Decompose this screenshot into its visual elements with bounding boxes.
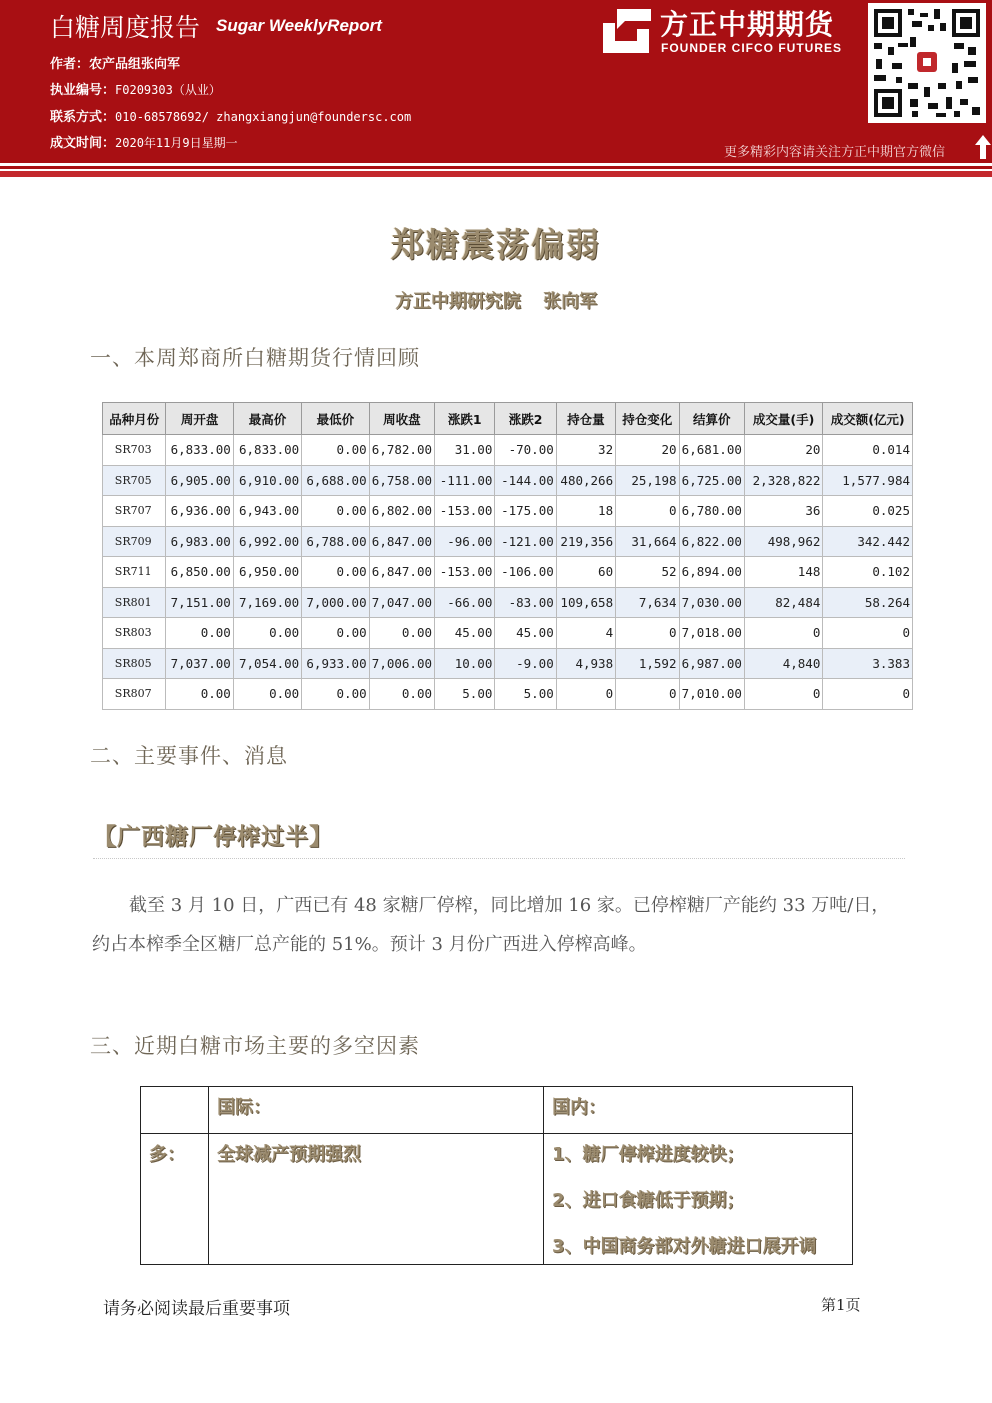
table-header-cell: 成交额(亿元) (823, 403, 913, 435)
table-cell: 32 (556, 435, 615, 466)
table-cell: -121.00 (495, 526, 556, 557)
table-header-cell: 品种月份 (103, 403, 166, 435)
domestic-factor-item: 3、中国商务部对外糖进口展开调 (552, 1236, 817, 1257)
table-cell: -9.00 (495, 648, 556, 679)
domestic-factor-item: 2、进口食糖低于预期； (552, 1190, 745, 1211)
table-cell: -111.00 (435, 465, 495, 496)
table-row (103, 465, 913, 496)
table-cell: 7,169.00 (233, 587, 301, 618)
table-cell: 0.025 (823, 496, 913, 527)
table-cell: 6,758.00 (369, 465, 434, 496)
table-cell: 0.00 (166, 679, 233, 710)
table-cell: 6,910.00 (233, 465, 301, 496)
table-cell: 219,356 (556, 526, 615, 557)
contact-label: 联系方式： (50, 110, 116, 125)
table-header-cell: 结算价 (679, 403, 744, 435)
table-cell: 0.00 (233, 679, 301, 710)
table-row (103, 679, 913, 710)
news-divider (93, 858, 905, 859)
table-row (103, 526, 913, 557)
contact-value: 010-68578692/ zhangxiangjun@foundersc.com (115, 110, 412, 124)
table-header-row (103, 403, 913, 435)
table-cell: 6,905.00 (166, 465, 233, 496)
table-header-cell: 最低价 (302, 403, 369, 435)
contract-cell: SR801 (103, 587, 166, 618)
table-cell: 6,950.00 (233, 557, 301, 588)
table-cell: -153.00 (435, 496, 495, 527)
document-title: 郑糖震荡偏弱 (391, 225, 601, 264)
section3-heading: 三、近期白糖市场主要的多空因素 (90, 1034, 420, 1058)
table-cell: 7,018.00 (679, 618, 744, 649)
contract-cell: SR807 (103, 679, 166, 710)
table-cell: 6,782.00 (369, 435, 434, 466)
table-cell: 6,992.00 (233, 526, 301, 557)
header-divider (0, 163, 992, 177)
contract-cell: SR711 (103, 557, 166, 588)
table-cell: 0.00 (302, 618, 369, 649)
date-value: 2020年11月9日星期一 (115, 136, 238, 150)
table-cell: 5.00 (435, 679, 495, 710)
news-title: 【广西糖厂停榨过半】 (93, 824, 333, 850)
table-cell: 3.383 (823, 648, 913, 679)
table-cell: 0.102 (823, 557, 913, 588)
table-cell: 7,054.00 (233, 648, 301, 679)
table-cell: -66.00 (435, 587, 495, 618)
table-cell: 20 (744, 435, 822, 466)
table-cell: 342.442 (823, 526, 913, 557)
table-cell: 60 (556, 557, 615, 588)
table-cell: 7,151.00 (166, 587, 233, 618)
table-cell: 0 (744, 618, 822, 649)
factors-intl-text: 全球减产预期强烈 (209, 1134, 544, 1265)
arrow-up-icon (974, 134, 992, 160)
table-cell: 0.00 (302, 496, 369, 527)
section1-heading: 一、本周郑商所白糖期货行情回顾 (90, 346, 420, 370)
table-cell: -106.00 (495, 557, 556, 588)
table-cell: 0 (823, 679, 913, 710)
contract-cell: SR705 (103, 465, 166, 496)
table-cell: 1,577.984 (823, 465, 913, 496)
table-cell: 0.014 (823, 435, 913, 466)
table-cell: 6,987.00 (679, 648, 744, 679)
factors-table (140, 1086, 853, 1265)
table-cell: 0 (823, 618, 913, 649)
author-line (50, 53, 180, 72)
table-cell: 31,664 (616, 526, 679, 557)
factors-bull-row (141, 1134, 853, 1265)
table-cell: 7,037.00 (166, 648, 233, 679)
report-title: 白糖周度报告 (50, 13, 201, 42)
contract-cell: SR703 (103, 435, 166, 466)
factors-row-label: 多： (141, 1134, 209, 1265)
table-cell: 6,688.00 (302, 465, 369, 496)
table-cell: 0.00 (233, 618, 301, 649)
table-cell: -83.00 (495, 587, 556, 618)
table-cell: 5.00 (495, 679, 556, 710)
table-cell: 7,000.00 (302, 587, 369, 618)
table-cell: 498,962 (744, 526, 822, 557)
footer-notice: 请务必阅读最后重要事项 (103, 1299, 290, 1319)
table-cell: 4 (556, 618, 615, 649)
table-cell: 7,006.00 (369, 648, 434, 679)
follow-wechat-text: 更多精彩内容请关注方正中期官方微信 (724, 145, 946, 160)
table-cell: 0.00 (369, 679, 434, 710)
company-name: 方正中期期货 (660, 8, 835, 41)
table-cell: 6,833.00 (233, 435, 301, 466)
license-line (50, 79, 221, 98)
report-header (0, 0, 992, 163)
table-cell: 6,983.00 (166, 526, 233, 557)
page-number: 第1页 (821, 1296, 861, 1314)
factors-domestic-list (544, 1134, 853, 1265)
factors-corner-cell (141, 1087, 209, 1134)
table-cell: 6,802.00 (369, 496, 434, 527)
table-row (103, 496, 913, 527)
table-cell: 1,592 (616, 648, 679, 679)
table-cell: 0 (556, 679, 615, 710)
table-cell: -70.00 (495, 435, 556, 466)
table-cell: 6,788.00 (302, 526, 369, 557)
table-cell: 0 (616, 496, 679, 527)
table-cell: -175.00 (495, 496, 556, 527)
market-table (102, 402, 913, 710)
table-cell: 58.264 (823, 587, 913, 618)
table-cell: 0 (616, 679, 679, 710)
table-cell: 7,047.00 (369, 587, 434, 618)
table-cell: 10.00 (435, 648, 495, 679)
table-cell: 45.00 (435, 618, 495, 649)
table-cell: 6,822.00 (679, 526, 744, 557)
author-value: 农产品组张向军 (89, 57, 181, 72)
document-author: 方正中期研究院 张向军 (394, 291, 598, 312)
table-cell: 18 (556, 496, 615, 527)
table-cell: 7,634 (616, 587, 679, 618)
table-cell: -153.00 (435, 557, 495, 588)
contract-cell: SR709 (103, 526, 166, 557)
license-value: F0209303（从业） (115, 83, 221, 97)
table-cell: 82,484 (744, 587, 822, 618)
table-cell: -144.00 (495, 465, 556, 496)
table-cell: 0.00 (166, 618, 233, 649)
table-row (103, 648, 913, 679)
table-header-cell: 周收盘 (369, 403, 434, 435)
table-cell: 6,894.00 (679, 557, 744, 588)
table-cell: 109,658 (556, 587, 615, 618)
table-cell: 6,847.00 (369, 557, 434, 588)
date-line (50, 132, 238, 151)
market-table-body (103, 435, 913, 710)
table-cell: 6,850.00 (166, 557, 233, 588)
table-cell: 148 (744, 557, 822, 588)
table-cell: 0 (616, 618, 679, 649)
table-cell: 0.00 (302, 557, 369, 588)
qr-code-icon (868, 3, 986, 123)
table-header-cell: 成交量(手) (744, 403, 822, 435)
table-row (103, 587, 913, 618)
license-label: 执业编号： (50, 83, 116, 98)
table-row (103, 435, 913, 466)
table-cell: 7,010.00 (679, 679, 744, 710)
table-cell: 6,847.00 (369, 526, 434, 557)
table-cell: 0 (744, 679, 822, 710)
contract-cell: SR803 (103, 618, 166, 649)
table-cell: 6,933.00 (302, 648, 369, 679)
table-cell: 480,266 (556, 465, 615, 496)
factors-col-intl: 国际： (209, 1087, 544, 1134)
table-cell: 6,725.00 (679, 465, 744, 496)
table-row (103, 618, 913, 649)
table-cell: 6,936.00 (166, 496, 233, 527)
table-cell: 0.00 (369, 618, 434, 649)
table-cell: 7,030.00 (679, 587, 744, 618)
factors-col-domestic: 国内： (544, 1087, 853, 1134)
table-cell: 36 (744, 496, 822, 527)
domestic-factor-item: 1、糖厂停榨进度较快； (552, 1144, 745, 1165)
table-header-cell: 持仓量 (556, 403, 615, 435)
table-cell: 31.00 (435, 435, 495, 466)
news-paragraph: 截至 3 月 10 日，广西已有 48 家糖厂停榨，同比增加 16 家。已停榨糖厂产能约 33 万吨/日，约占本榨季全区糖厂总产能的 51%。预计 3 月份广西进入停榨高峰。 (92, 895, 890, 955)
table-cell: 6,780.00 (679, 496, 744, 527)
contact-line (50, 106, 411, 125)
contract-cell: SR805 (103, 648, 166, 679)
table-header-cell: 周开盘 (166, 403, 233, 435)
table-cell: 0.00 (302, 679, 369, 710)
table-cell: 6,681.00 (679, 435, 744, 466)
table-cell: 4,840 (744, 648, 822, 679)
table-cell: 25,198 (616, 465, 679, 496)
table-cell: 0.00 (302, 435, 369, 466)
report-subtitle: Sugar WeeklyReport (216, 16, 382, 35)
table-header-cell: 最高价 (233, 403, 301, 435)
section2-heading: 二、主要事件、消息 (90, 744, 288, 768)
table-cell: 4,938 (556, 648, 615, 679)
table-cell: -96.00 (435, 526, 495, 557)
table-header-cell: 持仓变化 (616, 403, 679, 435)
table-header-cell: 涨跌2 (495, 403, 556, 435)
company-name-en: FOUNDER CIFCO FUTURES (661, 41, 842, 55)
author-label: 作者： (50, 57, 90, 72)
table-cell: 6,833.00 (166, 435, 233, 466)
factors-header-row (141, 1087, 853, 1134)
table-cell: 2,328,822 (744, 465, 822, 496)
table-cell: 52 (616, 557, 679, 588)
table-cell: 6,943.00 (233, 496, 301, 527)
table-cell: 45.00 (495, 618, 556, 649)
table-header-cell: 涨跌1 (435, 403, 495, 435)
contract-cell: SR707 (103, 496, 166, 527)
table-row (103, 557, 913, 588)
company-logo-icon (603, 9, 651, 53)
date-label: 成文时间： (50, 136, 116, 151)
table-cell: 20 (616, 435, 679, 466)
